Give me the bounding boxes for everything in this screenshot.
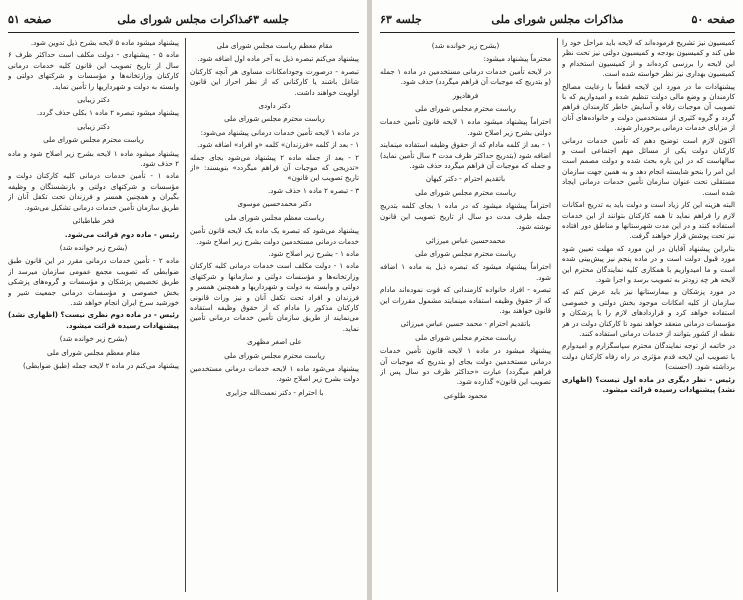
paragraph: رئیس - ماده دوم قرائت می‌شود.: [64, 229, 179, 239]
signature-or-heading: ریاست محترم مجلس شورای ملی: [415, 187, 516, 197]
signature-or-heading: (بشرح زیر خوانده شد): [59, 242, 128, 252]
paragraph: پیشنهاد می‌شود که تبصره یک ماده یک لایحه قانون تأمین خدمات درمانی مستخدمین دولت بشرح زیر اصلاح شود.: [190, 226, 359, 246]
paragraph: پیشنهاد میشود ماده ۱ لایحه بشرح زیر اصلاح شود و ماده ۲ حذف شود.: [8, 148, 179, 169]
signature-or-heading: ریاست محترم مجلس شورای ملی: [224, 350, 325, 360]
paragraph: پیشنهاد میشود در ماده ۱ لایحه قانون تأمین خدمات درمانی مستخدمین دولت بجای (و بتدریج که موجبات آن فراهم میگردد) عبارت «حداکثر ظرف دو سال پس از تصویب این قانون» گذارده شود.: [380, 346, 551, 387]
paragraph: کمیسیون نیز تشریح فرموده‌اند که لایحه باید مراحل خود را طی کند و کمیسیون بودجه و کمیسیون دولتی نیز تحت نظر این لایحه را بررسی کرده‌اند و از کمیسیون استخدام و کمیسیون بهداری نیز نظر خواسته شده است.: [562, 38, 735, 79]
signature-or-heading: (بشرح زیر خوانده شد): [59, 334, 128, 344]
signature-or-heading: محمدحسین عباس میرزائی: [425, 235, 506, 245]
paragraph: پیشنهاد می‌شود ماده ۱ لایحه خدمات درمانی مستخدمین دولت بشرح زیر اصلاح شود.: [190, 363, 359, 384]
header-rule: [8, 32, 359, 33]
column-divider: [185, 38, 186, 592]
paragraph: ماده ۵ - پیشنهادی - دولت مکلف است حداکثر ظرف ۶ سال از تاریخ تصویب این قانون کلیه خدمات درمانی کارکنان وزارتخانه‌ها و مؤسسات و شرکتهای دولتی و وابسته به دولت و شهرداریها را تأمین نماید.: [8, 50, 179, 91]
paragraph: پیشنهاد می‌کنم در ماده ۲ لایحه جمله (طبق ضوابطی): [22, 360, 179, 370]
column-right: [562, 38, 735, 594]
signature-or-heading: دکتر داودی: [258, 101, 291, 111]
signature-or-heading: دکتر محمدحسین موسوی: [237, 199, 312, 209]
page-header: [8, 10, 359, 28]
paragraph: در لایحه تأمین خدمات درمانی مستخدمین در ماده ۱ جمله (و بتدریج که موجبات آن فراهم میگردد) حذف شود.: [380, 66, 551, 87]
signature-or-heading: فرهادپور: [452, 90, 479, 100]
paragraph: پیشنهاد میشود ماده ۵ لایحه بشرح ذیل تدوین شود.: [30, 38, 179, 47]
signature-or-heading: دکتر زیبایی: [77, 95, 110, 105]
header-rule: [380, 32, 735, 33]
paragraph: ماده ۱ - تأمین خدمات درمانی کلیه کارکنان دولت و مؤسسات و شرکتهای دولتی و بازنشستگان و وظیفه بگیران و همچنین همسر و فرزندان تحت تکفل آنان از طریق سازمان تأمین خدمات درمانی تشکیل می‌شود.: [8, 171, 179, 212]
signature-or-heading: علی اصغر مظهری: [247, 337, 302, 347]
page-number: صفحه ۵۱: [8, 12, 52, 26]
paragraph: در خاتمه از توجه نمایندگان محترم سپاسگزارم و امیدوارم با تصویب این لایحه قدم مؤثری در راه رفاه کارکنان دولت برداشته شود. (احسنت): [562, 341, 735, 372]
signature-or-heading: (بشرح زیر خوانده شد): [431, 41, 500, 50]
page-50: [372, 0, 743, 600]
signature-or-heading: ریاست محترم مجلس شورای ملی: [415, 332, 516, 342]
paragraph: البته هزینه این کار زیاد است و دولت باید به تدریج امکانات لازم را فراهم نماید تا همه کارکنان بتوانند از این خدمات استفاده کنند و در این مدت شهرستانها و مناطق دور افتاده نیز تحت پوشش قرار خواهند گرفت.: [562, 200, 735, 241]
paragraph: در ماده ۱ لایحه تأمین خدمات درمانی پیشنهاد می‌شود:: [200, 127, 359, 137]
signature-or-heading: با احترام - دکتر نعمت‌الله جزایری: [225, 387, 324, 397]
paragraph: تبصره - درصورت وجودامکانات مساوی هر آنچه کارکنان شاغل باشند یا کارکنانی که از نظر احراز این قانون اولویت خواهند داشت.: [190, 66, 359, 97]
signature-or-heading: ریاست محترم مجلس شورای ملی: [415, 248, 516, 258]
paragraph: پیشنهادات ما در مورد این لایحه قطعاً با رعایت مصالح کارمندان و وضع مالی دولت تنظیم شده و امیدواریم که با تصویب آن موجبات رفاه و آسایش خاطر کارمندان فراهم گردد و گروه کثیری از مستخدمین دولت و خانواده‌های آنان از مزایای خدمات درمانی برخوردار شوند.: [562, 81, 735, 133]
paragraph: پیشنهاد می‌کنم تبصره ذیل به آخر ماده اول اضافه شود.: [197, 54, 359, 64]
paragraph: بنابراین پیشنهاد آقایان در این مورد که مهلت تعیین شود مورد قبول دولت است و در ماده پنجم نیز پیش‌بینی شده است و ما امیدواریم با همکاری کلیه نمایندگان محترم این لایحه هر چه زودتر به تصویب برسد و اجرا شود.: [562, 243, 735, 284]
paragraph: ۱ - بعد از کلمه «فرزندان» کلمه «و افراد» اضافه شود.: [197, 140, 359, 150]
paragraph: ماده ۱ - بشرح زیر اصلاح شود.: [268, 248, 359, 258]
signature-or-heading: ریاست محترم مجلس شورای ملی: [415, 104, 516, 114]
signature-or-heading: محمود طلوعی: [443, 390, 488, 400]
paragraph: ماده ۱ - دولت مکلف است خدمات درمانی کلیه کارکنان وزارتخانه‌ها و مؤسسات دولتی و سازمانها و شرکتهای دولتی و وابسته به دولت و شهرداریها و همچنین همسر و فرزندان و افراد تحت تکفل آنان و نیز وراث قانونی کارکنان مذکور را مادام که از حقوق وظیفه استفاده می‌نمایند از طریق سازمان تأمین خدمات درمانی تأمین نماید.: [190, 261, 359, 333]
paragraph: احتراماً پیشنهاد میشود که در ماده ۱ بجای کلمه بتدریج جمله ظرف مدت دو سال از تاریخ تصویب این قانون نوشته شود.: [380, 201, 551, 232]
column-divider: [557, 38, 558, 592]
book-title: مذاکرات مجلس شورای ملی: [491, 12, 624, 26]
session-label: جلسه ۶۳: [247, 12, 289, 26]
column-left: [380, 38, 551, 594]
signature-or-heading: مقام معظم مجلس شورای ملی: [46, 347, 141, 357]
signature-or-heading: فخر طباطبائی: [72, 216, 115, 226]
page-number: صفحه ۵۰: [691, 12, 735, 26]
book-title: مذاکرات مجلس شورای ملی: [117, 12, 250, 26]
signature-or-heading: ریاست محترم مجلس شورای ملی: [43, 135, 144, 145]
page-header: [380, 10, 735, 28]
paragraph: پیشنهاد میشود تبصره ۲ ماده ۱ بکلی حذف گردد.: [36, 108, 179, 118]
paragraph: در مورد پزشکان و بیمارستانها نیز باید عرض کنم که سازمان از کلیه امکانات موجود بخش دولتی و خصوصی استفاده خواهد کرد و قراردادهای لازم را با پزشکان و مؤسسات درمانی منعقد خواهد نمود تا کارکنان دولت در هر نقطه از کشور بتوانند از خدمات درمانی استفاده کنند.: [562, 287, 735, 338]
paragraph: محترماً پیشنهاد میشود:: [483, 54, 551, 64]
paragraph: رئیس - در ماده دوم نظری نیست؟ (اظهاری نشد) پیشنهادات رسیده قرائت میشود.: [8, 310, 179, 330]
signature-or-heading: باتقدیم احترام - محمد حسین عباس میرزائی: [400, 319, 531, 329]
page-51: [0, 0, 367, 600]
paragraph: ۳ - تبصره ۲ ماده ۱ حذف شود.: [267, 185, 359, 195]
signature-or-heading: مقام معظم ریاست مجلس شورای ملی: [216, 41, 333, 50]
paragraph: رئیس - نظر دیگری در ماده اول نیست؟ (اظهاری نشد) پیشنهادات رسیده قرائت میشود.: [562, 374, 735, 394]
paragraph: احتراماً پیشنهاد میشود که تبصره ذیل به ماده ۱ اضافه شود.: [380, 262, 551, 282]
column-right: [190, 38, 359, 594]
paragraph: ماده ۲ - تأمین خدمات درمانی مقرر در این قانون طبق ضوابطی که تصویب مجمع عمومی سازمان میرسد از طریق تخصیص پزشکان و مؤسسات و گروه‌های پزشکی بخش خصوصی و مؤسسات درمانی جمعیت شیر و خورشید سرخ ایران انجام خواهد شد.: [8, 256, 179, 307]
paragraph: تبصره - افراد خانواده کارمندانی که فوت نموده‌اند مادام که از حقوق وظیفه استفاده مینمایند مشمول مقررات این قانون خواهند بود.: [380, 285, 551, 315]
session-label: جلسه ۶۳: [380, 12, 422, 26]
signature-or-heading: باتقدیم احترام - دکتر کیهان: [425, 174, 506, 184]
signature-or-heading: دکتر زیبایی: [77, 121, 110, 131]
paragraph: ۲ - بعد از جمله ماده ۲ پیشنهاد می‌شود بجای جمله «تدریجی که موجبات آن فراهم میگردد» بنویسند: «از تاریخ تصویب این قانون»: [190, 152, 359, 183]
column-left: [8, 38, 179, 594]
signature-or-heading: ریاست معظم مجلس شورای ملی: [224, 212, 325, 222]
paragraph: احتراماً پیشنهاد میشود ماده ۱ لایحه قانون تأمین خدمات دولتی بشرح زیر اصلاح شود.: [380, 117, 551, 137]
paragraph: ۱ - بعد از کلمه مادام که از حقوق وظیفه استفاده مینمایند اضافه شود (بتدریج حداکثر ظرف مدت ۳ سال تأمین نماید) و جمله که موجبات آن فراهم میگردد حذف شود.: [380, 140, 551, 171]
signature-or-heading: ریاست محترم مجلس شورای ملی: [224, 114, 325, 124]
paragraph: اکنون لازم است توضیح دهم که تأمین خدمات درمانی کارکنان دولت یکی از مسائل مهم اجتماعی است و سالهاست که در این باره بحث شده و دولت مصمم است این امر را بنحو شایسته انجام دهد و به همین جهت سازمان مستقلی تحت عنوان سازمان تأمین خدمات درمانی ایجاد شده است.: [562, 135, 735, 197]
